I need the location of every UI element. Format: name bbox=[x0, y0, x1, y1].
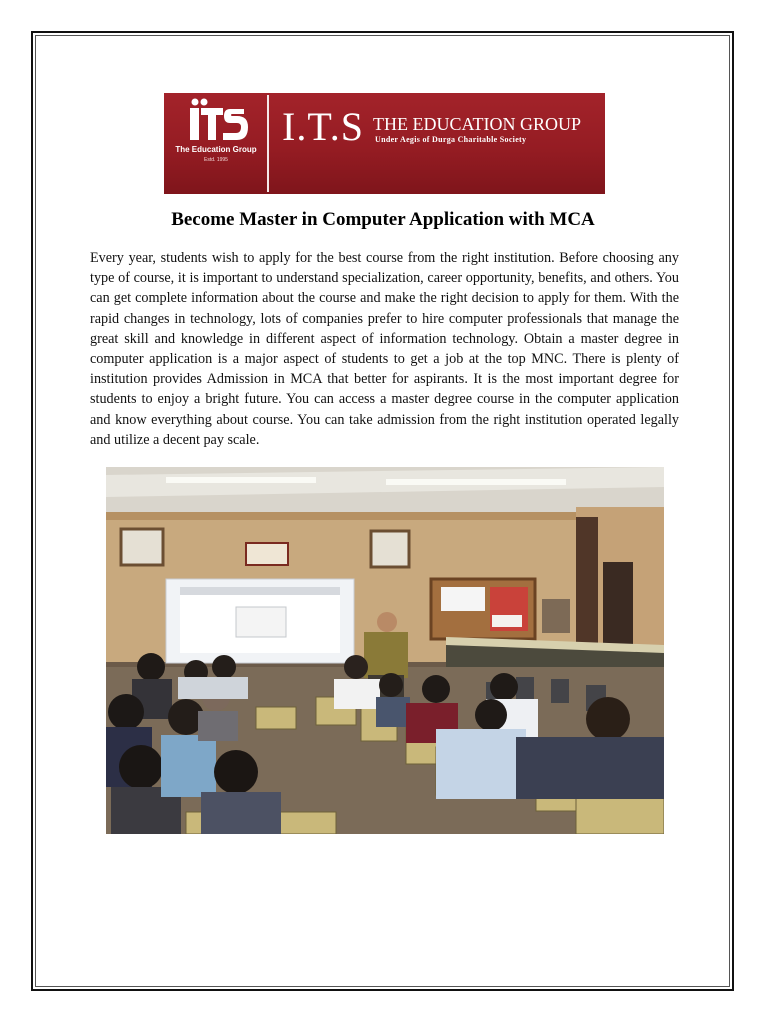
document-body: Every year, students wish to apply for the best course from the right institution. Before choosing any type of course, it is important to understand specialization, career opportunity, benefits, and others. You can get complete information about the course and make the right decision to apply for them. With the rapid changes in technology, lots of companies prefer to hire computer professionals that manage the great skill and knowledge in different aspect of information technology. Obtain a master degree in computer application is a major aspect of students to get a job at the top MNC. There is plenty of institution provides Admission in MCA that better for aspirants. It is the most important degree for students to enjoy a bright future. You can access a master degree course in the computer application and know everything about course. You can take admission from the right institution operated legally and utilize a decent pay scale. bbox=[90, 250, 679, 448]
classroom-photo-illustration bbox=[106, 467, 664, 834]
brand-tagline: Under Aegis of Durga Charitable Society bbox=[375, 135, 527, 144]
its-logo-icon bbox=[186, 97, 248, 143]
brand-short: I.T.S bbox=[282, 104, 365, 149]
badge-name: The Education Group bbox=[175, 145, 257, 154]
brand-name: THE EDUCATION GROUP bbox=[373, 114, 581, 134]
banner-divider bbox=[267, 95, 269, 192]
classroom-photo bbox=[106, 467, 664, 834]
document-title: Become Master in Computer Application with MCA bbox=[171, 209, 595, 230]
badge-estd: Estd. 1995 bbox=[204, 157, 228, 163]
its-badge bbox=[164, 93, 267, 194]
its-banner-logo bbox=[164, 93, 605, 194]
